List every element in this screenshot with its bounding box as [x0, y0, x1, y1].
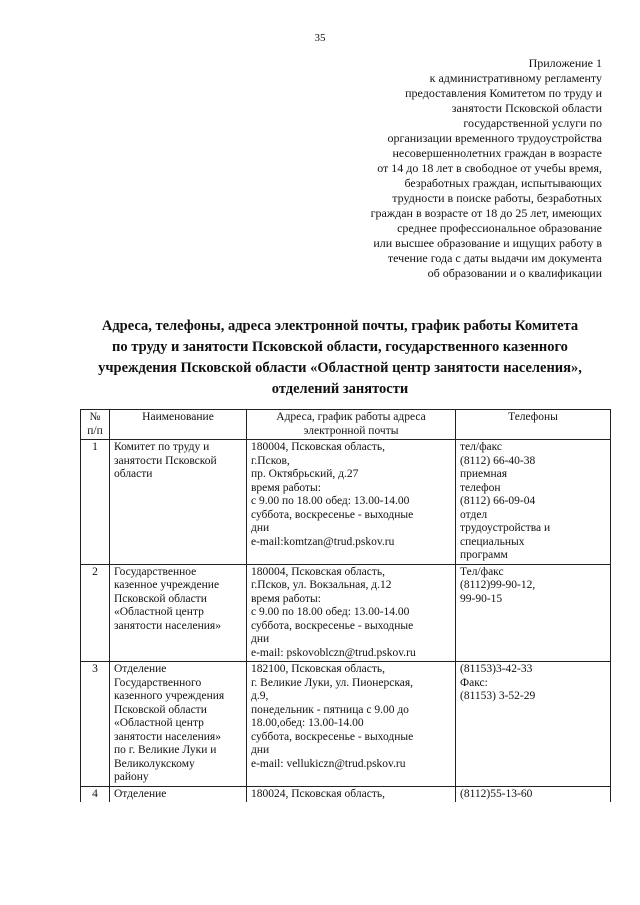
contacts-table: [80, 409, 611, 802]
table-row: [81, 440, 611, 565]
table-row: [81, 662, 611, 787]
appendix-line: течение года с даты выдачи им документа: [387, 251, 602, 265]
appendix-line: занятости Псковской области: [451, 101, 602, 115]
row-number: 3: [81, 662, 110, 787]
header-address: Адреса, график работы адреса электронной почты: [247, 410, 456, 440]
appendix-line: организации временного трудоустройства: [387, 131, 602, 145]
appendix-line: к административному регламенту: [429, 71, 602, 85]
appendix-line: несовершеннолетних граждан в возрасте: [392, 146, 602, 160]
appendix-line: от 14 до 18 лет в свободное от учебы время,: [377, 161, 602, 175]
row-phones: (81153)3-42-33 Факс: (81153) 3-52-29: [456, 662, 611, 787]
title-line: отделений занятости: [271, 381, 409, 397]
email-text: e-mail: vellukiczn@trud.pskov.ru: [251, 757, 406, 770]
table-header-row: [81, 410, 611, 440]
appendix-header: [302, 56, 602, 281]
row-number: 2: [81, 564, 110, 662]
table-row: [81, 786, 611, 802]
row-name: Комитет по труду и занятости Псковской области: [110, 440, 247, 565]
row-address: 182100, Псковская область, г. Великие Луки, ул. Пионерская, д.9, понедельник - пятница с 9.00 до 18.00,обед: 13.00-14.00 суббота, воскресенье - выходные дни e-mail: vellukiczn@trud.pskov.ru: [247, 662, 456, 787]
email-text: e-mail:komtzan@trud.pskov.ru: [251, 535, 395, 548]
row-number: 4: [81, 786, 110, 802]
header-name: Наименование: [110, 410, 247, 440]
row-address: 180004, Псковская область, г.Псков, пр. Октябрьский, д.27 время работы: с 9.00 по 18.00 обед: 13.00-14.00 суббота, воскресенье - выходные дни e-mail:komtzan@trud.pskov.ru: [247, 440, 456, 565]
page-number: 35: [314, 32, 326, 44]
header-phones: Телефоны: [456, 410, 611, 440]
row-phones: (8112)55-13-60: [456, 786, 611, 802]
row-name: Отделение: [110, 786, 247, 802]
email-text: e-mail: pskovoblczn@trud.pskov.ru: [251, 646, 416, 659]
title-line: Адреса, телефоны, адреса электронной почты, график работы Комитета: [101, 318, 579, 334]
row-name: Отделение Государственного казенного учреждения Псковской области «Областной центр занятости населения» по г. Великие Луки и Великолукскому району: [110, 662, 247, 787]
header-number: № п/п: [81, 410, 110, 440]
document-title: [60, 316, 620, 400]
title-line: учреждения Псковской области «Областной центр занятости населения»,: [98, 360, 582, 376]
appendix-line: граждан в возрасте от 18 до 25 лет, имеющих: [370, 206, 602, 220]
appendix-line: безработных граждан, испытывающих: [404, 176, 602, 190]
row-address: 180024, Псковская область,: [247, 786, 456, 802]
appendix-line: предоставления Комитетом по труду и: [405, 86, 602, 100]
row-phones: тел/факс (8112) 66-40-38 приемная телефон (8112) 66-09-04 отдел трудоустройства и специальных программ: [456, 440, 611, 565]
appendix-line: среднее профессиональное образование: [397, 221, 602, 235]
appendix-line: или высшее образование и ищущих работу в: [373, 236, 602, 250]
row-name: Государственное казенное учреждение Псковской области «Областной центр занятости населения»: [110, 564, 247, 662]
row-number: 1: [81, 440, 110, 565]
appendix-line: трудности в поиске работы, безработных: [392, 191, 602, 205]
title-line: по труду и занятости Псковской области, государственного казенного: [112, 339, 568, 355]
table-row: [81, 564, 611, 662]
appendix-line: об образовании и о квалификации: [427, 266, 602, 280]
row-address: 180004, Псковская область, г.Псков, ул. Вокзальная, д.12 время работы: с 9.00 по 18.00 обед: 13.00-14.00 суббота, воскресенье - выходные дни e-mail: pskovoblczn@trud.pskov.ru: [247, 564, 456, 662]
appendix-line: государственной услуги по: [463, 116, 602, 130]
appendix-line: Приложение 1: [528, 56, 602, 70]
row-phones: Тел/факс (8112)99-90-12, 99-90-15: [456, 564, 611, 662]
